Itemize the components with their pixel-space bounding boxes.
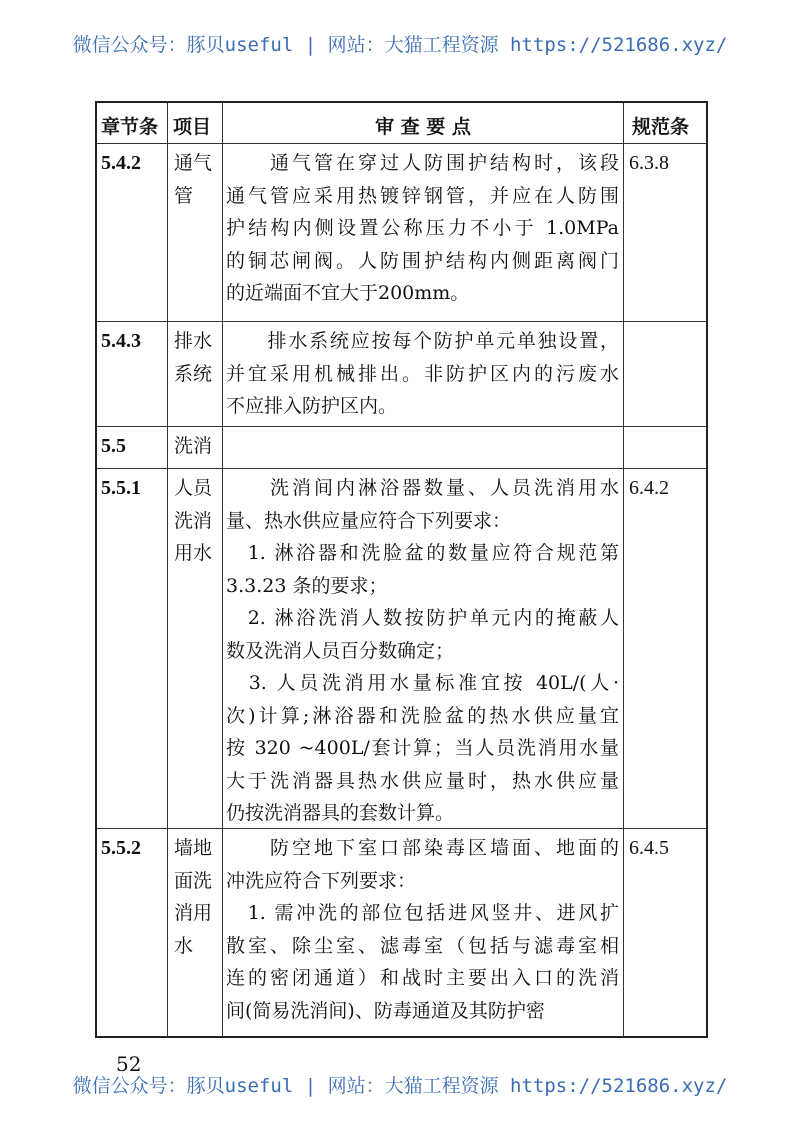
review-line: 1. 淋浴器和洗脸盆的数量应符合规范第 [226, 542, 619, 564]
review-line: 间(简易洗消间)、防毒通道及其防护密 [226, 999, 545, 1022]
section-number: 5.5.1 [101, 477, 141, 499]
review-line: 并宜采用机械排出。非防护区内的污废水 [226, 362, 619, 385]
review-text [226, 472, 619, 830]
review-line: 不应排入防护区内。 [226, 395, 398, 417]
header-section: 章节条 [101, 116, 159, 138]
review-line: 按 320 ~400L/套计算；当人员洗消用水量 [226, 737, 619, 759]
item-line: 管 [174, 184, 194, 207]
review-line: 冲洗应符合下列要求： [226, 869, 417, 892]
item-line: 消用 [174, 902, 213, 924]
page-number: 52 [116, 1052, 142, 1076]
spec-clause: 6.4.2 [629, 477, 669, 499]
row-divider [97, 468, 706, 469]
item-line: 洗消 [174, 509, 213, 532]
item-name [174, 472, 222, 570]
item-line: 面洗 [174, 869, 213, 892]
row-divider [97, 321, 706, 322]
item-line: 水 [174, 934, 194, 957]
review-line: 的铜芯闸阀。人防围护结构内侧距离阀门 [226, 249, 619, 272]
spec-clause: 6.3.8 [629, 152, 669, 174]
review-line: 2. 淋浴洗消人数按防护单元内的掩蔽人 [226, 607, 619, 629]
item-name [174, 325, 222, 390]
review-line: 次)计算;淋浴器和洗脸盆的热水供应量宜 [226, 704, 619, 727]
item-line: 人员 [174, 477, 213, 499]
review-line: 1. 需冲洗的部位包括进风竖井、进风扩 [226, 902, 619, 924]
review-line: 防空地下室口部染毒区墙面、地面的 [226, 837, 619, 859]
section-number: 5.5.2 [101, 837, 141, 859]
header-spec-clause: 规范条 [632, 116, 690, 138]
review-line: 的近端面不宜大于200mm。 [226, 282, 470, 304]
item-name [174, 430, 222, 463]
review-line: 散室、除尘室、滤毒室（包括与滤毒室相 [226, 934, 619, 957]
item-line: 墙地 [174, 837, 213, 859]
review-line: 护结构内侧设置公称压力不小于 1.0MPa [226, 217, 619, 239]
review-line: 通气管在穿过人防围护结构时，该段 [226, 152, 619, 174]
spec-clause: 6.4.5 [629, 837, 669, 859]
review-line: 3. 人员洗消用水量标准宜按 40L/(人· [226, 672, 619, 694]
review-line: 洗消间内淋浴器数量、人员洗消用水 [226, 477, 619, 499]
item-line: 排水 [174, 330, 213, 352]
section-number: 5.5 [101, 435, 126, 457]
item-name [174, 147, 222, 212]
review-line: 数及洗消人员百分数确定； [226, 639, 455, 662]
review-text [226, 147, 619, 310]
item-line: 洗消 [174, 435, 213, 457]
section-number: 5.4.2 [101, 152, 141, 174]
review-line: 3.3.23 条的要求； [226, 574, 388, 597]
item-line: 系统 [174, 362, 213, 385]
review-line: 量、热水供应量应符合下列要求： [226, 509, 512, 532]
watermark-bottom: 微信公众号：豚贝useful | 网站：大猫工程资源 https://521686.xyz/ [72, 1075, 728, 1097]
watermark-top: 微信公众号：豚贝useful | 网站：大猫工程资源 https://521686.xyz/ [72, 34, 728, 56]
review-line: 通气管应采用热镀锌钢管，并应在人防围 [226, 184, 619, 207]
review-table [95, 101, 708, 1038]
column-divider [222, 103, 223, 1036]
review-line: 大于洗消器具热水供应量时，热水供应量 [226, 769, 619, 792]
section-number: 5.4.3 [101, 330, 141, 352]
header-item: 项目 [173, 116, 212, 138]
review-line: 连的密闭通道）和战时主要出入口的洗消 [226, 967, 619, 989]
review-line: 排水系统应按每个防护单元单独设置， [226, 330, 619, 352]
review-line: 仍按洗消器具的套数计算。 [226, 802, 455, 824]
column-divider [623, 103, 624, 1036]
row-divider [97, 426, 706, 427]
item-line: 用水 [174, 542, 213, 564]
header-review-points: 审 查 要 点 [375, 116, 471, 138]
item-line: 通气 [174, 152, 213, 174]
review-text [226, 325, 619, 423]
review-text [226, 832, 619, 1027]
column-divider [167, 103, 168, 1036]
item-name [174, 832, 222, 962]
